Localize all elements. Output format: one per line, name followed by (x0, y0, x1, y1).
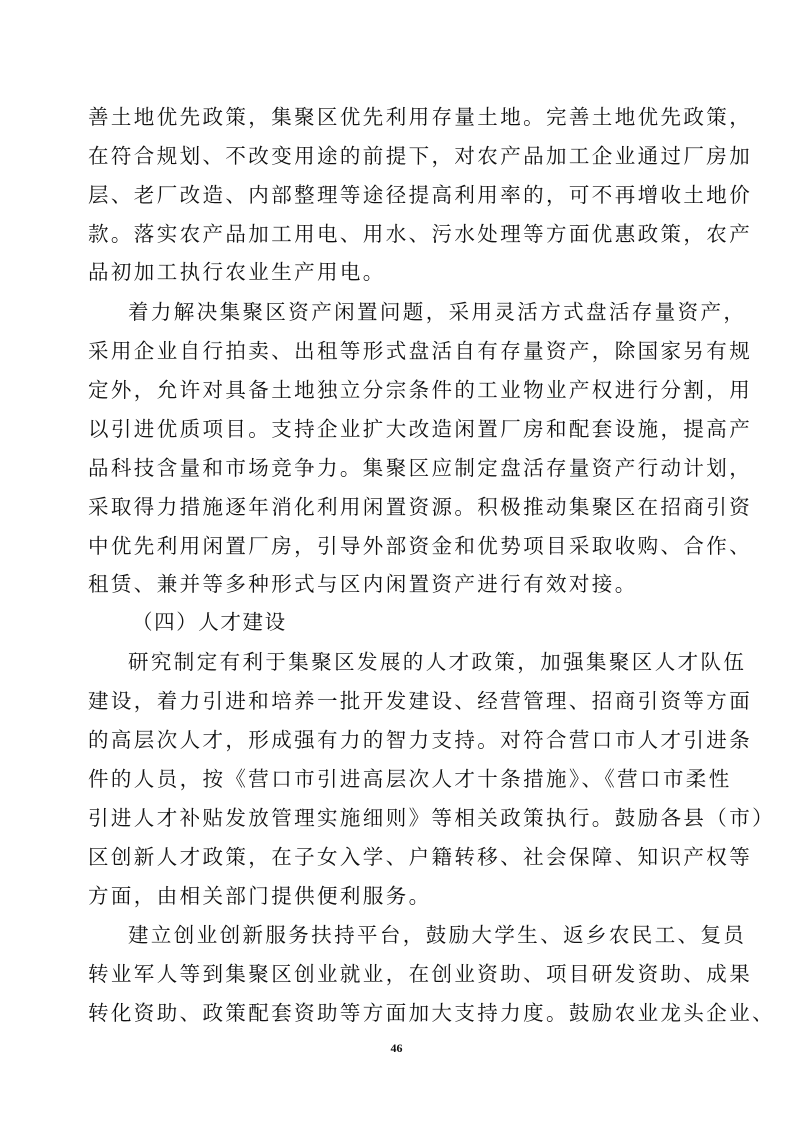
paragraph-line: 租赁、兼并等多种形式与区内闲置资产进行有效对接。 (88, 572, 638, 596)
paragraph-line: 采用企业自行拍卖、出租等形式盘活自有存量资产，除国家另有规 (88, 339, 753, 363)
paragraph-line: 以引进优质项目。支持企业扩大改造闲置厂房和配套设施，提高产 (88, 417, 753, 441)
paragraph-line: 层、老厂改造、内部整理等途径提高利用率的，可不再增收土地价 (88, 183, 753, 207)
page-number: 46 (390, 1041, 403, 1055)
paragraph-line: 转化资助、政策配套资助等方面加大支持力度。鼓励农业龙头企业、 (88, 1001, 775, 1025)
paragraph-line: 着力解决集聚区资产闲置问题，采用灵活方式盘活存量资产， (128, 300, 747, 324)
paragraph-line: 采取得力措施逐年消化利用闲置资源。积极推动集聚区在招商引资 (88, 495, 753, 519)
paragraph-line: 引进人才补贴发放管理实施细则》等相关政策执行。鼓励各县（市） (88, 806, 775, 830)
paragraph-line: 建设，着力引进和培养一批开发建设、经营管理、招商引资等方面 (88, 689, 753, 713)
paragraph-line: 善土地优先政策，集聚区优先利用存量土地。完善土地优先政策， (88, 105, 753, 129)
section-heading: （四）人才建设 (132, 610, 287, 634)
paragraph-line: 建立创业创新服务扶持平台，鼓励大学生、返乡农民工、复员 (128, 923, 747, 947)
paragraph-line: 品初加工执行农业生产用电。 (88, 260, 386, 284)
paragraph-line: 转业军人等到集聚区创业就业，在创业资助、项目研发资助、成果 (88, 962, 753, 986)
paragraph-line: 款。落实农产品加工用电、用水、污水处理等方面优惠政策，农产 (88, 222, 753, 246)
paragraph-line: 件的人员，按《营口市引进高层次人才十条措施》、《营口市柔性 (88, 767, 732, 791)
paragraph-line: 的高层次人才，形成强有力的智力支持。对符合营口市人才引进条 (88, 728, 753, 752)
paragraph-line: 区创新人才政策，在子女入学、户籍转移、社会保障、知识产权等 (88, 845, 753, 869)
paragraph-line: 品科技含量和市场竞争力。集聚区应制定盘活存量资产行动计划， (88, 456, 753, 480)
paragraph-line: 在符合规划、不改变用途的前提下，对农产品加工企业通过厂房加 (88, 144, 753, 168)
paragraph-line: 定外，允许对具备土地独立分宗条件的工业物业产权进行分割，用 (88, 378, 753, 402)
paragraph-line: 方面，由相关部门提供便利服务。 (88, 884, 432, 908)
paragraph-line: 研究制定有利于集聚区发展的人才政策，加强集聚区人才队伍 (128, 650, 747, 674)
paragraph-line: 中优先利用闲置厂房，引导外部资金和优势项目采取收购、合作、 (88, 534, 753, 558)
